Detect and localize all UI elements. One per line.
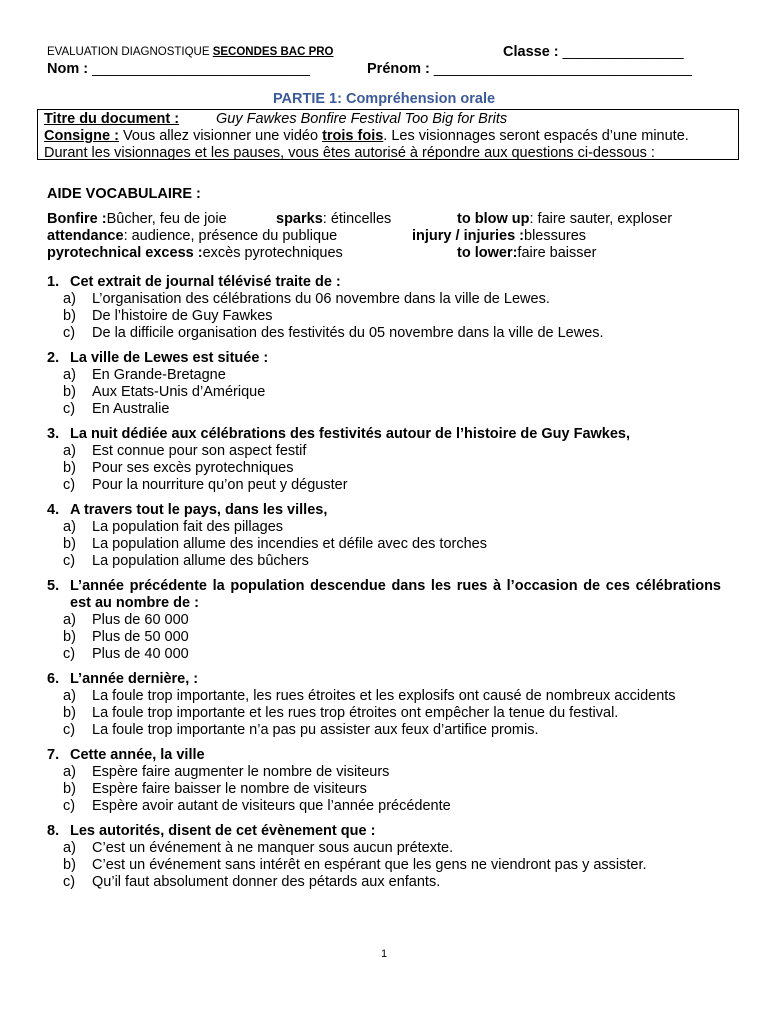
question [47,350,721,418]
answer-options [47,367,721,418]
question-text: 2. La ville de Lewes est située : [47,350,269,366]
question-text: 4. A travers tout le pays, dans les villes, [47,502,328,518]
document-title-row [44,111,738,128]
answer-option[interactable]: b) Pour ses excès pyrotechniques [63,460,294,476]
nom-blank: ___________________________ [92,61,310,77]
answer-option[interactable]: a) En Grande-Bretagne [63,367,226,383]
evaluation-title: EVALUATION DIAGNOSTIQUE SECONDES BAC PRO [47,46,334,58]
vocab-entry: attendance : audience, présence du publique [47,228,338,244]
prenom-field: Prénom : ________________________________ [367,61,692,77]
answer-option[interactable]: b) Plus de 50 000 [63,629,189,645]
consigne-row: Consigne : Vous allez visionner une vidéo trois fois. Les visionnages seront espacés d’une minute. [44,128,689,144]
question-text: 7. Cette année, la ville [47,747,205,763]
question [47,502,721,570]
answer-option[interactable]: c) De la difficile organisation des festivités du 05 novembre dans la ville de Lewes. [63,325,604,341]
consigne-line-3: Durant les visionnages et les pauses, vous êtes autorisé à répondre aux questions ci-dessous : [44,145,655,161]
answer-option[interactable]: a) C’est un événement à ne manquer sous aucun prétexte. [63,840,454,856]
answer-option[interactable]: c) La population allume des bûchers [63,553,309,569]
answer-option[interactable]: a) La population fait des pillages [63,519,284,535]
answer-option[interactable]: a) La foule trop importante, les rues étroites et les explosifs ont causé de nombreux accidents [63,688,676,704]
answer-option[interactable]: a) Plus de 60 000 [63,612,189,628]
answer-option[interactable]: a) L’organisation des célébrations du 06 novembre dans la ville de Lewes. [63,291,550,307]
answer-options [47,764,721,815]
answer-option[interactable]: b) C’est un événement sans intérêt en espérant que les gens ne viendront pas y assister. [63,857,647,873]
question-text: 1. Cet extrait de journal télévisé traite de : [47,274,341,290]
answer-option[interactable]: b) Espère faire baisser le nombre de visiteurs [63,781,367,797]
instructions-box [37,109,739,160]
answer-option[interactable]: c) Pour la nourriture qu’on peut y déguster [63,477,348,493]
consigne-label: Consigne : [44,128,119,144]
page-number: 1 [380,948,388,960]
nom-field: Nom : ___________________________ [47,61,310,77]
question-text: 3. La nuit dédiée aux célébrations des festivités autour de l’histoire de Guy Fawkes, [47,426,631,442]
answer-options [47,840,721,891]
vocab-entry: pyrotechnical excess : excès pyrotechniques [47,245,343,261]
answer-option[interactable]: b) La population allume des incendies et défile avec des torches [63,536,487,552]
vocab-list [47,211,737,262]
question-text: 6. L’année dernière, : [47,671,199,687]
classe-blank: _______________ [562,44,684,60]
header-line-2 [47,61,727,79]
vocab-row [47,245,737,262]
vocab-entry: to lower: faire baisser [457,245,597,261]
answer-options [47,612,721,663]
level-label: SECONDES BAC PRO [212,46,334,58]
answer-options [47,688,721,739]
answer-option[interactable]: b) De l’histoire de Guy Fawkes [63,308,273,324]
question [47,823,721,891]
answer-options [47,519,721,570]
answer-option[interactable]: c) Plus de 40 000 [63,646,189,662]
answer-option[interactable]: c) Espère avoir autant de visiteurs que l’année précédente [63,798,451,814]
vocab-row [47,228,737,245]
question-text: 8. Les autorités, disent de cet évènement que : [47,823,376,839]
vocab-entry: injury / injuries : blessures [412,228,587,244]
answer-option[interactable]: c) La foule trop importante n’a pas pu assister aux feux d’artifice promis. [63,722,539,738]
question-text: 5. L’année précédente la population descendue dans les rues à l’occasion de ces célébrations est au nombre de : [47,578,721,611]
answer-option[interactable]: b) Aux Etats-Unis d’Amérique [63,384,266,400]
answer-option[interactable]: b) La foule trop importante et les rues trop étroites ont empêcher la tenue du festival. [63,705,619,721]
answer-options [47,291,721,342]
answer-option[interactable]: a) Est connue pour son aspect festif [63,443,307,459]
vocab-entry: Bonfire : Bûcher, feu de joie [47,211,227,227]
titre-value: Guy Fawkes Bonfire Festival Too Big for Brits [216,111,508,127]
answer-option[interactable]: c) En Australie [63,401,170,417]
header-line-1 [47,44,727,62]
vocab-heading: AIDE VOCABULAIRE : [47,186,201,202]
prenom-blank: ________________________________ [433,61,692,77]
answer-option[interactable]: c) Qu’il faut absolument donner des pétards aux enfants. [63,874,441,890]
consigne-emphasis: trois fois [322,128,384,144]
question [47,274,721,342]
question [47,426,721,494]
section-title: PARTIE 1: Compréhension orale [272,91,496,107]
vocab-row [47,211,737,228]
question [47,747,721,815]
titre-label: Titre du document : [44,111,180,127]
answer-options [47,443,721,494]
question [47,578,721,663]
questions-list [47,274,721,899]
answer-option[interactable]: a) Espère faire augmenter le nombre de visiteurs [63,764,390,780]
question [47,671,721,739]
classe-field: Classe : _______________ [503,44,684,60]
vocab-entry: sparks : étincelles [276,211,392,227]
vocab-entry: to blow up : faire sauter, exploser [457,211,673,227]
